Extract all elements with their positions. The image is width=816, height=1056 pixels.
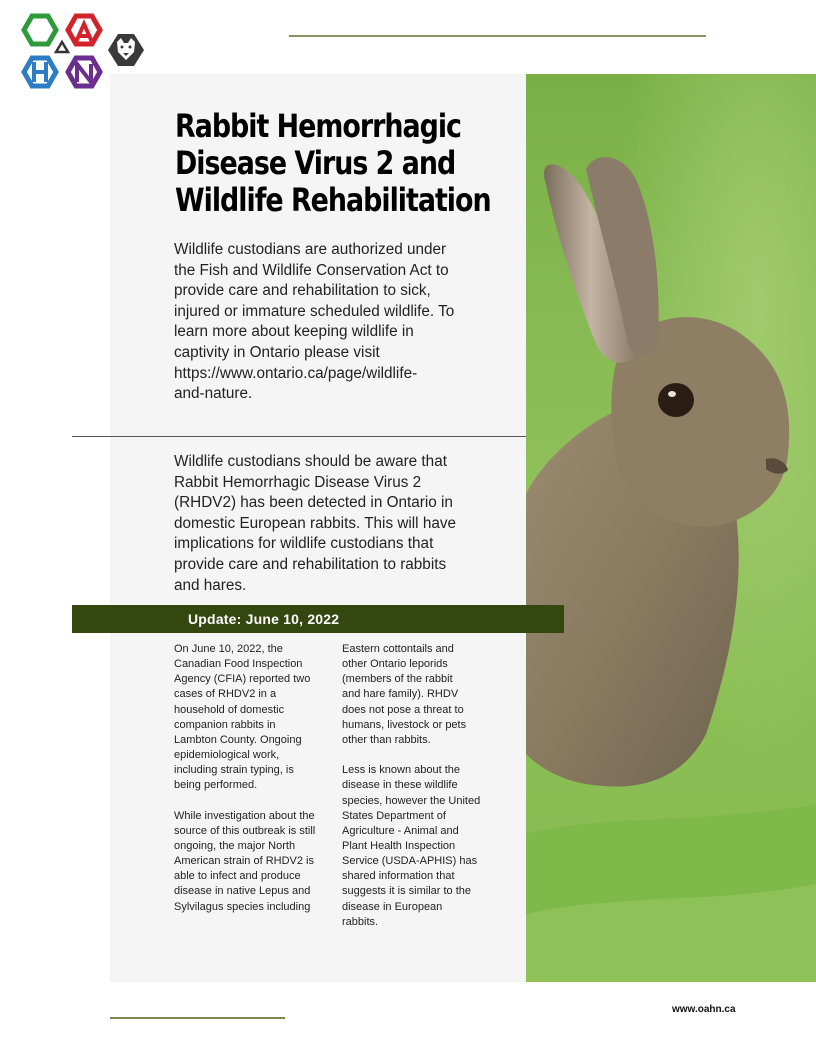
column-line: source of this outbreak is still [174, 824, 316, 837]
column-line: Plant Health Inspection [342, 840, 456, 853]
title-line: Wildlife Rehabilitation [175, 181, 491, 219]
intro-link-line[interactable]: and-nature. [174, 385, 253, 403]
column-line: disease in these wildlife [342, 779, 458, 792]
update-column-left [174, 642, 340, 915]
bottom-divider [110, 1017, 285, 1019]
column-line: Sylvilagus species including [174, 900, 311, 913]
awareness-line: Wildlife custodians should be aware that [174, 453, 447, 470]
column-line: Agriculture - Animal and [342, 824, 459, 837]
intro-line: injured or immature scheduled wildlife. To [174, 302, 455, 320]
top-divider [289, 35, 706, 37]
footer-url-link[interactable]: www.oahn.ca [672, 1004, 736, 1015]
column-line: American strain of RHDV2 is [174, 855, 314, 868]
column-line: including strain typing, is [174, 764, 294, 777]
intro-paragraph [174, 240, 494, 405]
column-line: able to infect and produce [174, 870, 301, 883]
rabbit-photo [526, 74, 816, 982]
awareness-line: and hares. [174, 576, 247, 594]
paragraph-gap [174, 794, 340, 809]
awareness-line: Rabbit Hemorrhagic Disease Virus 2 [174, 473, 422, 491]
section-divider [72, 436, 526, 437]
column-line: ongoing, the major North [174, 840, 296, 853]
awareness-line: domestic European rabbits. This will have [174, 514, 456, 532]
column-line: Less is known about the [342, 764, 461, 777]
column-line: On June 10, 2022, the [174, 643, 283, 655]
column-line: disease in European [342, 900, 443, 913]
title-line: Rabbit Hemorrhagic [175, 107, 461, 145]
column-line: shared information that [342, 870, 455, 883]
column-line: companion rabbits in [174, 718, 276, 731]
awareness-line: implications for wildlife custodians that [174, 535, 434, 553]
column-line: Service (USDA-APHIS) has [342, 855, 478, 868]
awareness-line: provide care and rehabilitation to rabbits [174, 555, 447, 573]
column-line: other than rabbits. [342, 733, 431, 746]
column-line: While investigation about the [174, 809, 315, 822]
paragraph-gap [342, 748, 512, 763]
column-line: humans, livestock or pets [342, 718, 467, 731]
intro-link-line[interactable]: https://www.ontario.ca/page/wildlife- [174, 364, 418, 382]
intro-line: provide care and rehabilitation to sick, [174, 282, 431, 300]
column-line: suggests it is similar to the [342, 885, 471, 898]
column-line: being performed. [174, 779, 258, 792]
page-title [175, 107, 491, 219]
column-line: Agency (CFIA) reported two [174, 673, 311, 686]
intro-line: Wildlife custodians are authorized under [174, 241, 447, 258]
update-banner: Update: June 10, 2022 [72, 605, 564, 633]
update-column-right [342, 642, 512, 930]
column-line: cases of RHDV2 in a [174, 688, 277, 701]
awareness-line: (RHDV2) has been detected in Ontario in [174, 494, 453, 512]
column-line: Eastern cottontails and [342, 643, 454, 655]
column-line: (members of the rabbit [342, 673, 453, 686]
column-line: Lambton County. Ongoing [174, 733, 302, 746]
column-line: does not pose a threat to [342, 703, 464, 716]
title-line: Disease Virus 2 and [175, 144, 456, 182]
column-line: and hare family). RHDV [342, 688, 459, 701]
column-line: household of domestic [174, 703, 285, 716]
column-line: Canadian Food Inspection [174, 658, 303, 671]
intro-line: captivity in Ontario please visit [174, 343, 380, 361]
awareness-paragraph [174, 452, 504, 596]
column-line: other Ontario leporids [342, 658, 448, 671]
rabbit-image [526, 74, 816, 982]
column-line: States Department of [342, 809, 446, 822]
column-line: epidemiological work, [174, 749, 280, 762]
column-line: disease in native Lepus and [174, 885, 311, 898]
intro-line: the Fish and Wildlife Conservation Act to [174, 261, 449, 279]
intro-line: learn more about keeping wildlife in [174, 323, 414, 341]
column-line: rabbits. [342, 915, 379, 928]
column-line: species, however the United [342, 794, 481, 807]
